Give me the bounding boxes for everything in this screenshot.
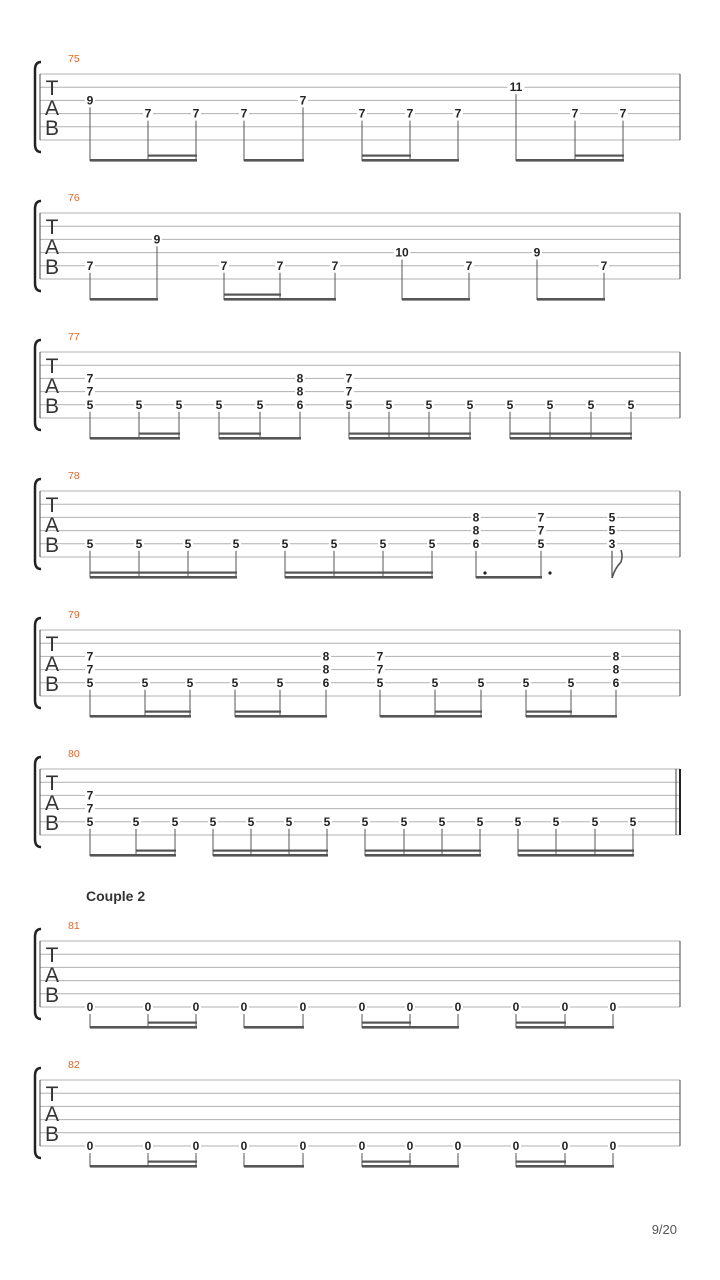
beam-primary xyxy=(224,298,336,301)
beam-primary xyxy=(90,437,180,440)
fret-number: 0 xyxy=(192,1000,200,1014)
tab-clef-letter: T xyxy=(45,633,59,656)
tab-clef-letter: T xyxy=(45,494,59,517)
beam-primary xyxy=(349,437,471,440)
measure-number: 81 xyxy=(68,920,80,932)
fret-number: 0 xyxy=(454,1000,462,1014)
fret-number: 8 xyxy=(322,662,330,677)
fret-number: 7 xyxy=(331,258,339,273)
fret-number: 5 xyxy=(184,536,192,551)
fret-number: 7 xyxy=(86,258,94,273)
beam-primary xyxy=(362,159,459,162)
fret-number: 7 xyxy=(86,384,94,399)
tab-clef-letter: A xyxy=(44,964,60,987)
fret-number: 7 xyxy=(600,258,608,273)
fret-number: 5 xyxy=(428,536,436,551)
beam-secondary xyxy=(575,155,624,157)
fret-number: 5 xyxy=(537,536,545,551)
measure-number: 76 xyxy=(68,192,80,204)
beam-primary xyxy=(90,1165,197,1168)
beam-secondary xyxy=(526,711,572,713)
beam-secondary xyxy=(349,433,471,435)
tab-clef-letter: B xyxy=(44,1123,60,1146)
fret-number: 5 xyxy=(476,814,484,829)
fret-number: 5 xyxy=(514,814,522,829)
fret-number: 5 xyxy=(86,814,94,829)
fret-number: 8 xyxy=(472,510,480,525)
beam-secondary xyxy=(516,1022,566,1024)
fret-number: 0 xyxy=(406,1000,414,1014)
fret-number: 5 xyxy=(135,536,143,551)
tab-clef-letter: B xyxy=(44,812,60,835)
fret-number: 5 xyxy=(209,814,217,829)
fret-number: 8 xyxy=(612,662,620,677)
beam-primary xyxy=(518,854,634,857)
beam-secondary xyxy=(362,155,411,157)
beam-secondary xyxy=(219,433,261,435)
fret-number: 6 xyxy=(612,675,620,690)
fret-number: 5 xyxy=(345,397,353,412)
fret-number: 6 xyxy=(472,536,480,551)
fret-number: 7 xyxy=(192,106,200,121)
measure-number: 78 xyxy=(68,470,80,482)
beam-primary xyxy=(244,1165,304,1168)
fret-number: 5 xyxy=(608,510,616,525)
beam-primary xyxy=(365,854,481,857)
fret-number: 0 xyxy=(454,1139,462,1153)
tab-clef-letter: B xyxy=(44,984,60,1007)
beam-secondary xyxy=(510,433,632,435)
tab-clef-letter: B xyxy=(44,534,60,557)
fret-number: 8 xyxy=(296,371,304,386)
beam-secondary xyxy=(148,1161,197,1163)
fret-number: 11 xyxy=(509,80,523,95)
tab-clef-letter: A xyxy=(44,1103,60,1126)
fret-number: 7 xyxy=(240,106,248,121)
fret-number: 7 xyxy=(465,258,473,273)
fret-number: 5 xyxy=(431,675,439,690)
tab-clef-letter: A xyxy=(44,514,60,537)
tab-clef-letter: B xyxy=(44,117,60,140)
fret-number: 0 xyxy=(609,1000,617,1014)
beam-secondary xyxy=(285,572,433,574)
fret-number: 8 xyxy=(296,384,304,399)
beam-secondary xyxy=(148,155,197,157)
fret-number: 6 xyxy=(322,675,330,690)
tab-clef-letter: A xyxy=(44,653,60,676)
fret-number: 7 xyxy=(276,258,284,273)
tab-clef-letter: T xyxy=(45,77,59,100)
beam-secondary xyxy=(362,1022,411,1024)
beam-secondary xyxy=(235,711,281,713)
fret-number: 7 xyxy=(144,106,152,121)
beam-primary xyxy=(526,715,617,718)
tab-clef-letter: T xyxy=(45,772,59,795)
beam-primary xyxy=(510,437,632,440)
fret-number: 0 xyxy=(512,1000,520,1014)
beam-secondary xyxy=(139,433,180,435)
fret-number: 0 xyxy=(299,1139,307,1153)
fret-number: 0 xyxy=(192,1139,200,1153)
beam-primary xyxy=(362,1026,459,1029)
fret-number: 5 xyxy=(186,675,194,690)
fret-number: 8 xyxy=(322,649,330,664)
beam-primary xyxy=(380,715,482,718)
fret-number: 5 xyxy=(175,397,183,412)
beam-secondary xyxy=(362,1161,411,1163)
beam-secondary xyxy=(365,850,481,852)
fret-number: 0 xyxy=(358,1139,366,1153)
fret-number: 5 xyxy=(330,536,338,551)
fret-number: 5 xyxy=(361,814,369,829)
rhythm-dot xyxy=(483,571,486,574)
fret-number: 5 xyxy=(232,536,240,551)
fret-number: 5 xyxy=(466,397,474,412)
fret-number: 5 xyxy=(135,397,143,412)
beam-primary xyxy=(285,576,433,579)
fret-number: 8 xyxy=(612,649,620,664)
fret-number: 5 xyxy=(627,397,635,412)
measure-number: 82 xyxy=(68,1059,80,1071)
tab-clef-letter: T xyxy=(45,944,59,967)
fret-number: 5 xyxy=(591,814,599,829)
fret-number: 7 xyxy=(571,106,579,121)
beam-secondary xyxy=(90,572,237,574)
fret-number: 6 xyxy=(296,397,304,412)
fret-number: 5 xyxy=(231,675,239,690)
fret-number: 0 xyxy=(240,1139,248,1153)
tab-clef-letter: A xyxy=(44,236,60,259)
beam-primary xyxy=(244,1026,304,1029)
beam-primary xyxy=(362,1165,459,1168)
fret-number: 7 xyxy=(86,788,94,803)
page-number: 9/20 xyxy=(651,1222,677,1237)
fret-number: 5 xyxy=(587,397,595,412)
fret-number: 5 xyxy=(376,675,384,690)
fret-number: 5 xyxy=(281,536,289,551)
fret-number: 5 xyxy=(385,397,393,412)
fret-number: 5 xyxy=(171,814,179,829)
fret-number: 5 xyxy=(608,523,616,538)
tab-clef-letter: A xyxy=(44,97,60,120)
fret-number: 0 xyxy=(240,1000,248,1014)
beam-primary xyxy=(90,576,237,579)
fret-number: 5 xyxy=(323,814,331,829)
fret-number: 5 xyxy=(425,397,433,412)
beam-primary xyxy=(219,437,301,440)
tab-clef-letter: B xyxy=(44,673,60,696)
fret-number: 5 xyxy=(256,397,264,412)
beam-secondary xyxy=(224,294,281,296)
fret-number: 7 xyxy=(86,662,94,677)
fret-number: 7 xyxy=(86,801,94,816)
beam-primary xyxy=(90,298,158,301)
fret-number: 0 xyxy=(406,1139,414,1153)
tab-clef-letter: A xyxy=(44,792,60,815)
beam-primary xyxy=(90,715,191,718)
beam-secondary xyxy=(516,1161,566,1163)
fret-number: 5 xyxy=(379,536,387,551)
measure-number: 75 xyxy=(68,53,80,65)
fret-number: 5 xyxy=(247,814,255,829)
fret-number: 5 xyxy=(86,675,94,690)
tab-clef-letter: B xyxy=(44,395,60,418)
note-flag xyxy=(612,550,622,578)
beam-secondary xyxy=(136,850,176,852)
fret-number: 7 xyxy=(406,106,414,121)
fret-number: 10 xyxy=(395,245,409,260)
fret-number: 7 xyxy=(86,371,94,386)
fret-number: 5 xyxy=(477,675,485,690)
fret-number: 5 xyxy=(546,397,554,412)
beam-primary xyxy=(213,854,328,857)
tab-clef-letter: B xyxy=(44,256,60,279)
measure-number: 80 xyxy=(68,748,80,760)
fret-number: 0 xyxy=(512,1139,520,1153)
fret-number: 5 xyxy=(567,675,575,690)
measure-number: 79 xyxy=(68,609,80,621)
fret-number: 7 xyxy=(376,662,384,677)
fret-number: 5 xyxy=(438,814,446,829)
fret-number: 7 xyxy=(345,384,353,399)
beam-primary xyxy=(476,576,542,579)
fret-number: 7 xyxy=(220,258,228,273)
fret-number: 7 xyxy=(537,523,545,538)
fret-number: 0 xyxy=(86,1000,94,1014)
fret-number: 9 xyxy=(533,245,541,260)
fret-number: 7 xyxy=(358,106,366,121)
fret-number: 0 xyxy=(144,1000,152,1014)
fret-number: 0 xyxy=(561,1000,569,1014)
fret-number: 8 xyxy=(472,523,480,538)
fret-number: 5 xyxy=(86,397,94,412)
fret-number: 0 xyxy=(144,1139,152,1153)
tab-clef-letter: T xyxy=(45,355,59,378)
fret-number: 5 xyxy=(141,675,149,690)
fret-number: 5 xyxy=(215,397,223,412)
fret-number: 9 xyxy=(86,93,94,108)
beam-primary xyxy=(516,1165,614,1168)
beam-primary xyxy=(516,159,624,162)
fret-number: 9 xyxy=(153,232,161,247)
fret-number: 5 xyxy=(86,536,94,551)
fret-number: 5 xyxy=(400,814,408,829)
beam-primary xyxy=(244,159,304,162)
measure-number: 77 xyxy=(68,331,80,343)
fret-number: 5 xyxy=(506,397,514,412)
fret-number: 5 xyxy=(132,814,140,829)
fret-number: 5 xyxy=(522,675,530,690)
beam-primary xyxy=(90,854,176,857)
fret-number: 0 xyxy=(561,1139,569,1153)
fret-number: 0 xyxy=(86,1139,94,1153)
fret-number: 5 xyxy=(629,814,637,829)
beam-primary xyxy=(235,715,327,718)
tab-clef-letter: A xyxy=(44,375,60,398)
beam-secondary xyxy=(213,850,328,852)
fret-number: 7 xyxy=(376,649,384,664)
section-label: Couple 2 xyxy=(86,888,146,904)
fret-number: 7 xyxy=(86,649,94,664)
tab-clef-letter: T xyxy=(45,216,59,239)
tab-clef-letter: T xyxy=(45,1083,59,1106)
fret-number: 7 xyxy=(537,510,545,525)
beam-secondary xyxy=(145,711,191,713)
beam-secondary xyxy=(518,850,634,852)
fret-number: 0 xyxy=(609,1139,617,1153)
beam-primary xyxy=(537,298,605,301)
fret-number: 0 xyxy=(299,1000,307,1014)
fret-number: 5 xyxy=(552,814,560,829)
fret-number: 7 xyxy=(299,93,307,108)
fret-number: 5 xyxy=(285,814,293,829)
beam-secondary xyxy=(148,1022,197,1024)
beam-primary xyxy=(90,159,197,162)
beam-primary xyxy=(402,298,470,301)
fret-number: 3 xyxy=(608,536,616,551)
beam-secondary xyxy=(435,711,482,713)
beam-primary xyxy=(90,1026,197,1029)
beam-primary xyxy=(516,1026,614,1029)
fret-number: 5 xyxy=(276,675,284,690)
fret-number: 7 xyxy=(345,371,353,386)
fret-number: 0 xyxy=(358,1000,366,1014)
fret-number: 7 xyxy=(454,106,462,121)
rhythm-dot xyxy=(548,571,551,574)
fret-number: 7 xyxy=(619,106,627,121)
